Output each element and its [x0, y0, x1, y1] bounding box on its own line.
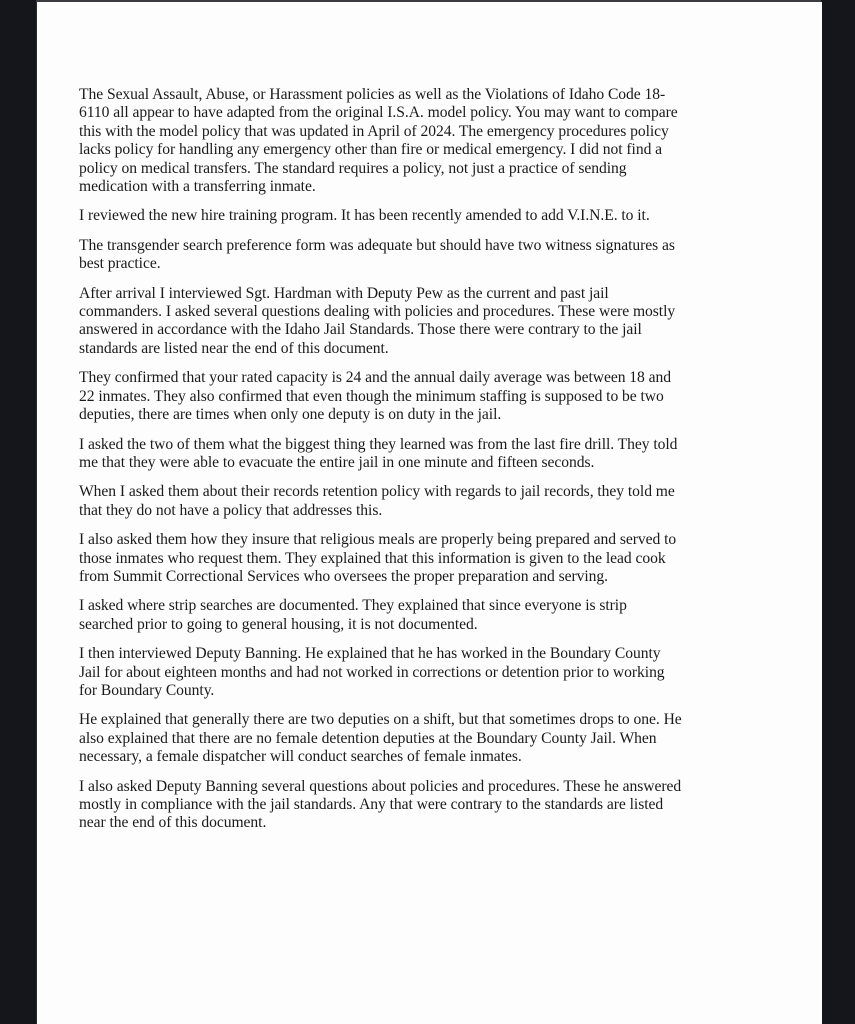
paragraph [79, 207, 719, 225]
text-line: me that they were able to evacuate the entire jail in one minute and fifteen seconds. [79, 453, 595, 471]
text-line: Jail for about eighteen months and had not worked in corrections or detention prior to working [79, 663, 665, 681]
text-line: The Sexual Assault, Abuse, or Harassment policies as well as the Violations of Idaho Code 18- [79, 86, 666, 103]
text-line: those inmates who request them. They explained that this information is given to the lead cook [79, 549, 666, 567]
text-line: 6110 all appear to have adapted from the original I.S.A. model policy. You may want to compare [79, 104, 678, 122]
text-line: medication with a transferring inmate. [79, 178, 316, 196]
text-line: near the end of this document. [79, 814, 267, 832]
text-line: They confirmed that your rated capacity is 24 and the annual daily average was between 18 and [79, 369, 672, 387]
paragraph [79, 483, 719, 520]
paragraph [79, 86, 719, 196]
text-line: also explained that there are no female detention deputies at the Boundary County Jail. When [79, 729, 657, 747]
text-line: policy on medical transfers. The standard requires a policy, not just a practice of sending [79, 159, 627, 177]
paragraph [79, 436, 719, 473]
paragraph [79, 778, 719, 833]
paragraph [79, 711, 719, 766]
text-line: answered in accordance with the Idaho Jail Standards. Those there were contrary to the jail [79, 321, 642, 339]
text-line: After arrival I interviewed Sgt. Hardman with Deputy Pew as the current and past jail [79, 284, 609, 302]
text-line: I also asked them how they insure that religious meals are properly being prepared and served to [79, 531, 677, 549]
text-line: When I asked them about their records retention policy with regards to jail records, they told me [79, 483, 675, 501]
text-line: mostly in compliance with the jail standards. Any that were contrary to the standards are listed [79, 796, 664, 813]
text-line: from Summit Correctional Services who oversees the proper preparation and serving. [79, 567, 608, 585]
text-line: this with the model policy that was updated in April of 2024. The emergency procedures policy [79, 122, 669, 140]
document-body [79, 86, 719, 833]
text-line: deputies, there are times when only one deputy is on duty in the jail. [79, 406, 502, 424]
paragraph [79, 285, 719, 359]
text-line: I asked where strip searches are documented. They explained that since everyone is strip [79, 597, 627, 615]
text-line: He explained that generally there are two deputies on a shift, but that sometimes drops to one. He [79, 711, 682, 729]
text-line: searched prior to going to general housing, it is not documented. [79, 615, 478, 633]
text-line: I asked the two of them what the biggest thing they learned was from the last fire drill. They told [79, 435, 678, 453]
text-line: lacks policy for handling any emergency other than fire or medical emergency. I did not find a [79, 141, 663, 159]
text-line: that they do not have a policy that addresses this. [79, 501, 383, 519]
text-line: best practice. [79, 255, 161, 273]
paragraph [79, 369, 719, 424]
text-line: necessary, a female dispatcher will conduct searches of female inmates. [79, 748, 522, 766]
text-line: commanders. I asked several questions dealing with policies and procedures. These were mostly [79, 303, 676, 321]
paragraph [79, 597, 719, 634]
paragraph [79, 237, 719, 274]
text-line: for Boundary County. [79, 681, 215, 699]
paragraph [79, 645, 719, 700]
text-line: The transgender search preference form was adequate but should have two witness signatures as [79, 236, 675, 254]
text-line: standards are listed near the end of this document. [79, 339, 389, 357]
text-line: I then interviewed Deputy Banning. He explained that he has worked in the Boundary County [79, 645, 661, 663]
text-line: I also asked Deputy Banning several questions about policies and procedures. These he answered [79, 777, 682, 795]
text-line: I reviewed the new hire training program. It has been recently amended to add V.I.N.E. to it. [79, 207, 650, 225]
paragraph [79, 531, 719, 586]
text-line: 22 inmates. They also confirmed that even though the minimum staffing is supposed to be two [79, 387, 664, 405]
